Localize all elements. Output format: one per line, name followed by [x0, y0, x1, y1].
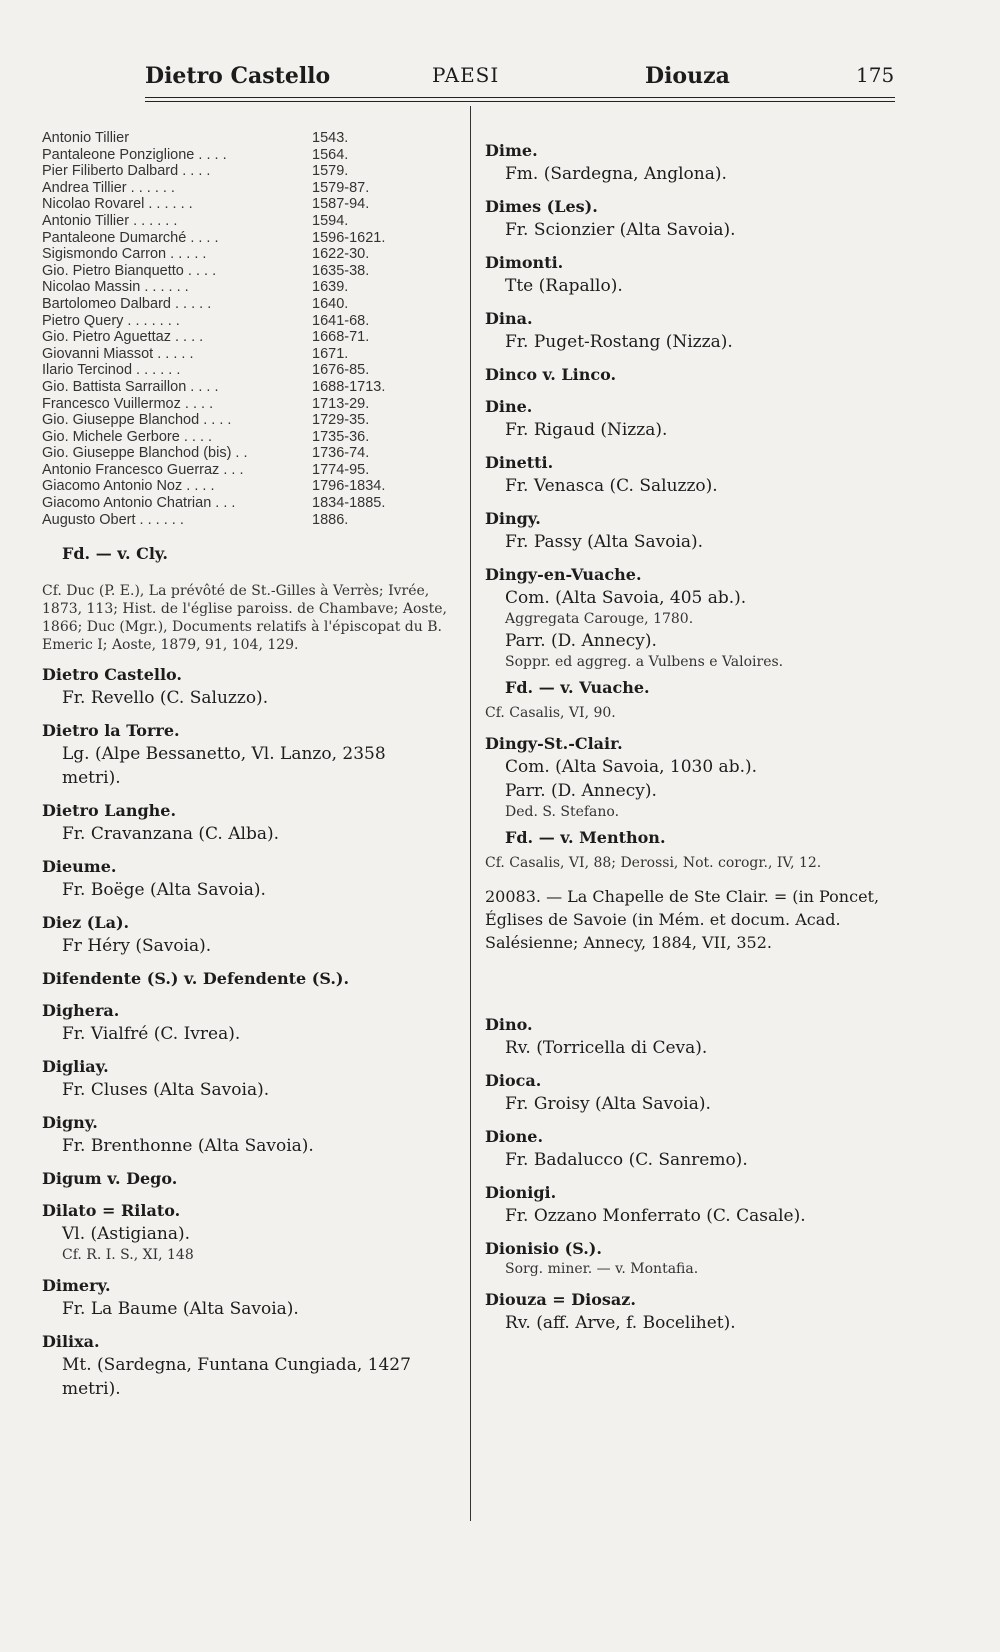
entry-line: Fr. Passy (Alta Savoia). [505, 532, 704, 552]
entry-line: Fr. Brenthonne (Alta Savoia). [62, 1136, 314, 1157]
right-entries [485, 140, 910, 873]
provost-name: Gio. Pietro Bianquetto . . . . [42, 262, 217, 279]
right-column [485, 130, 910, 1335]
provost-row [42, 263, 385, 280]
gazetteer-entry [485, 733, 910, 873]
gazetteer-entry [485, 1014, 910, 1060]
provost-years: 1622-30. [312, 246, 370, 263]
provost-row [42, 462, 385, 479]
header-rule-top [145, 97, 895, 98]
entry-headword: Dime. [485, 141, 538, 160]
gazetteer-entry [42, 664, 462, 710]
provost-row [42, 512, 385, 529]
provost-name: Nicolao Rovarel . . . . . . [42, 196, 193, 213]
provost-years: 1668-71. [312, 329, 370, 346]
left-entries [42, 664, 462, 1401]
provost-row [42, 279, 385, 296]
provost-years: 1596-1621. [312, 229, 386, 246]
entry-headword: Dietro Langhe. [42, 801, 177, 821]
running-head-center: PAESI [432, 63, 500, 87]
gazetteer-entry [42, 1200, 462, 1265]
entry-headword: Dingy-en-Vuache. [485, 565, 642, 584]
provost-row [42, 230, 385, 247]
entry-line: Rv. (Torricella di Ceva). [505, 1038, 708, 1058]
provost-years: 1796-1834. [312, 478, 386, 495]
entry-line: Fr. Vialfré (C. Ivrea). [62, 1024, 241, 1045]
provost-years: 1579-87. [312, 179, 370, 196]
entry-headword: Dingy-St.-Clair. [485, 734, 623, 753]
provost-name: Nicolao Massin . . . . . . [42, 279, 189, 296]
gazetteer-entry [485, 1070, 910, 1116]
gazetteer-entry [42, 1056, 462, 1102]
entry-line: Fr. Boëge (Alta Savoia). [62, 880, 266, 901]
provost-row [42, 346, 385, 363]
provost-row [42, 329, 385, 346]
gazetteer-entry [42, 1331, 462, 1401]
fd-cly: Fd. — v. Cly. [62, 544, 168, 564]
provost-years: 1736-74. [312, 445, 370, 462]
reference-20083: 20083. — La Chapelle de Ste Clair. = (in Poncet, Églises de Savoie (in Mém. et docum. Acad. Salésienne; Annecy, 1884, VII, 352. [485, 887, 880, 952]
provost-years: 1640. [312, 295, 349, 312]
provost-years: 1774-95. [312, 461, 370, 478]
provost-years: 1671. [312, 345, 349, 362]
provost-name: Gio. Pietro Aguettaz . . . . [42, 329, 204, 346]
entry-headword: Dilato = Rilato. [42, 1201, 181, 1221]
provost-name: Pantaleone Dumarché . . . . [42, 229, 219, 246]
entry-line: Fr. La Baume (Alta Savoia). [62, 1299, 299, 1320]
entry-headword: Digum v. Dego. [42, 1169, 178, 1189]
entry-line: Rv. (aff. Arve, f. Bocelihet). [505, 1313, 736, 1333]
provost-name: Antonio Tillier [42, 130, 130, 146]
right-entries-2 [485, 1014, 910, 1335]
entry-line: Fr Héry (Savoia). [62, 936, 212, 957]
gazetteer-entry [485, 1126, 910, 1172]
provost-years: 1594. [312, 212, 349, 229]
entry-line: Fr. Groisy (Alta Savoia). [505, 1094, 711, 1114]
provost-row [42, 412, 385, 429]
provost-name: Gio. Michele Gerbore . . . . [42, 428, 213, 445]
provost-name: Pier Filiberto Dalbard . . . . [42, 163, 211, 180]
entry-headword: Dinetti. [485, 453, 554, 472]
entry-line: Parr. (D. Annecy). [505, 781, 657, 801]
entry-headword: Dino. [485, 1015, 533, 1034]
provost-row [42, 495, 385, 512]
provost-row [42, 180, 385, 197]
entry-line: Fr. Rigaud (Nizza). [505, 420, 668, 440]
entry-line: Fm. (Sardegna, Anglona). [505, 164, 727, 184]
provost-row [42, 379, 385, 396]
provost-years: 1635-38. [312, 262, 370, 279]
provost-years: 1713-29. [312, 395, 370, 412]
entry-headword: Dionigi. [485, 1183, 557, 1202]
gazetteer-entry [485, 1289, 910, 1335]
gazetteer-entry [42, 720, 462, 790]
entry-headword: Digny. [42, 1113, 98, 1133]
provost-years: 1564. [312, 146, 349, 163]
entry-line: Fr. Badalucco (C. Sanremo). [505, 1150, 748, 1170]
provost-years: 1579. [312, 163, 349, 180]
entry-line: Fr. Cravanzana (C. Alba). [62, 824, 280, 845]
entry-note: Sorg. miner. — v. Montafia. [505, 1261, 699, 1277]
header-rule-bottom [145, 101, 895, 102]
provost-name: Gio. Giuseppe Blanchod (bis) . . [42, 445, 248, 462]
entry-line: Fr. Puget-Rostang (Nizza). [505, 332, 733, 352]
page-number: 175 [856, 63, 895, 87]
entry-headword: Digliay. [42, 1057, 109, 1077]
column-divider [470, 106, 471, 1521]
provost-name: Augusto Obert . . . . . . [42, 511, 184, 528]
entry-headword: Dieume. [42, 857, 117, 877]
entry-headword: Dimery. [42, 1276, 111, 1296]
citation-note: Cf. Duc (P. E.), La prévôté de St.-Gilles à Verrès; Ivrée, 1873, 113; Hist. de l'église paroiss. de Chambave; Aoste, 1866; Duc (Mgr.), Documents relatifs à l'épiscopat du B. Emeric I; Aoste, 1879, 91, 104, 129. [42, 583, 447, 654]
gazetteer-entry [42, 800, 462, 846]
entry-line: Fr. Cluses (Alta Savoia). [62, 1080, 270, 1101]
entry-headword: Dilixa. [42, 1332, 100, 1352]
provost-row [42, 445, 385, 462]
left-column [42, 130, 462, 1401]
provost-row [42, 396, 385, 413]
provost-row [42, 196, 385, 213]
entry-line: Com. (Alta Savoia, 1030 ab.). [505, 757, 758, 777]
entry-line: metri). [62, 768, 121, 789]
gazetteer-entry [485, 364, 910, 386]
provost-row [42, 429, 385, 446]
entry-headword: Diez (La). [42, 913, 130, 933]
provost-years: 1639. [312, 279, 349, 296]
gazetteer-entry [485, 196, 910, 242]
entry-citation: Cf. Casalis, VI, 88; Derossi, Not. corogr., IV, 12. [485, 855, 822, 871]
provost-row [42, 130, 385, 147]
provost-name: Gio. Battista Sarraillon . . . . [42, 378, 219, 395]
gazetteer-entry [42, 1275, 462, 1321]
entry-fd: Fd. — v. Menthon. [505, 828, 666, 847]
gazetteer-entry [42, 912, 462, 958]
gazetteer-entry [485, 564, 910, 723]
provost-row [42, 213, 385, 230]
entry-line: Fr. Revello (C. Saluzzo). [62, 688, 269, 709]
entry-note: Soppr. ed aggreg. a Vulbens e Valoires. [505, 654, 784, 670]
provost-name: Pantaleone Ponziglione . . . . [42, 146, 227, 163]
entry-line: Fr. Ozzano Monferrato (C. Casale). [505, 1206, 806, 1226]
provost-row [42, 147, 385, 164]
gazetteer-entry [485, 1182, 910, 1228]
entry-citation: Cf. Casalis, VI, 90. [485, 705, 616, 721]
provost-years: 1587-94. [312, 196, 370, 213]
entry-note: Aggregata Carouge, 1780. [505, 611, 694, 627]
running-head-right: Diouza [645, 63, 730, 89]
entry-headword: Dionisio (S.). [485, 1239, 602, 1258]
provost-name: Francesco Vuillermoz . . . . [42, 395, 214, 412]
running-head-left: Dietro Castello [145, 63, 331, 89]
provost-name: Giovanni Miassot . . . . . [42, 345, 194, 362]
entry-headword: Dimonti. [485, 253, 564, 272]
provost-row [42, 163, 385, 180]
entry-headword: Dione. [485, 1127, 544, 1146]
provost-name: Pietro Query . . . . . . . [42, 312, 180, 329]
entry-headword: Dimes (Les). [485, 197, 598, 216]
gazetteer-entry [485, 1238, 910, 1279]
entry-line: Fr. Scionzier (Alta Savoia). [505, 220, 736, 240]
provost-years: 1886. [312, 511, 349, 528]
entry-line: Lg. (Alpe Bessanetto, Vl. Lanzo, 2358 [62, 744, 386, 765]
entry-headword: Dine. [485, 397, 533, 416]
provost-row [42, 313, 385, 330]
entry-line: Tte (Rapallo). [505, 276, 623, 296]
entry-fd: Fd. — v. Vuache. [505, 678, 650, 697]
gazetteer-entry [42, 968, 462, 990]
provost-years: 1641-68. [312, 312, 370, 329]
provost-name: Antonio Francesco Guerraz . . . [42, 461, 244, 478]
provost-name: Andrea Tillier . . . . . . [42, 179, 175, 196]
gazetteer-entry [42, 1000, 462, 1046]
provost-row [42, 246, 385, 263]
entry-headword: Dietro la Torre. [42, 721, 180, 741]
provost-name: Bartolomeo Dalbard . . . . . [42, 295, 212, 312]
entry-note: Cf. R. I. S., XI, 148 [62, 1247, 194, 1264]
entry-line: Com. (Alta Savoia, 405 ab.). [505, 588, 747, 608]
provost-years: 1729-35. [312, 412, 370, 429]
entry-headword: Dingy. [485, 509, 541, 528]
provost-row [42, 362, 385, 379]
entry-headword: Dietro Castello. [42, 665, 182, 685]
gazetteer-entry [42, 856, 462, 902]
provost-name: Sigismondo Carron . . . . . [42, 246, 207, 263]
entry-line: Vl. (Astigiana). [62, 1224, 190, 1245]
provost-name: Gio. Giuseppe Blanchod . . . . [42, 412, 232, 429]
provost-list [42, 130, 385, 528]
entry-headword: Dinco v. Linco. [485, 365, 617, 384]
provost-name: Giacomo Antonio Noz . . . . [42, 478, 215, 495]
gazetteer-entry [485, 252, 910, 298]
gazetteer-entry [42, 1112, 462, 1158]
entry-line: Mt. (Sardegna, Funtana Cungiada, 1427 [62, 1355, 411, 1376]
provost-row [42, 296, 385, 313]
entry-headword: Difendente (S.) v. Defendente (S.). [42, 969, 350, 989]
entry-headword: Diouza = Diosaz. [485, 1290, 636, 1309]
gazetteer-entry [42, 1168, 462, 1190]
gazetteer-entry [485, 396, 910, 442]
entry-note: Ded. S. Stefano. [505, 804, 620, 820]
provost-name: Antonio Tillier . . . . . . [42, 212, 178, 229]
provost-years: 1688-1713. [312, 378, 386, 395]
gazetteer-entry [485, 308, 910, 354]
provost-name: Giacomo Antonio Chatrian . . . [42, 495, 236, 512]
gazetteer-entry [485, 452, 910, 498]
entry-line: metri). [62, 1379, 121, 1400]
entry-headword: Dighera. [42, 1001, 120, 1021]
entry-headword: Dioca. [485, 1071, 542, 1090]
provost-row [42, 478, 385, 495]
entry-line: Parr. (D. Annecy). [505, 631, 657, 651]
page-header [0, 55, 1000, 95]
provost-name: Ilario Tercinod . . . . . . [42, 362, 181, 379]
gazetteer-entry [485, 140, 910, 186]
provost-years: 1735-36. [312, 428, 370, 445]
provost-years: 1676-85. [312, 362, 370, 379]
gazetteer-entry [485, 508, 910, 554]
provost-years: 1543. [312, 130, 349, 146]
entry-line: Fr. Venasca (C. Saluzzo). [505, 476, 718, 496]
provost-years: 1834-1885. [312, 495, 386, 512]
entry-headword: Dina. [485, 309, 533, 328]
